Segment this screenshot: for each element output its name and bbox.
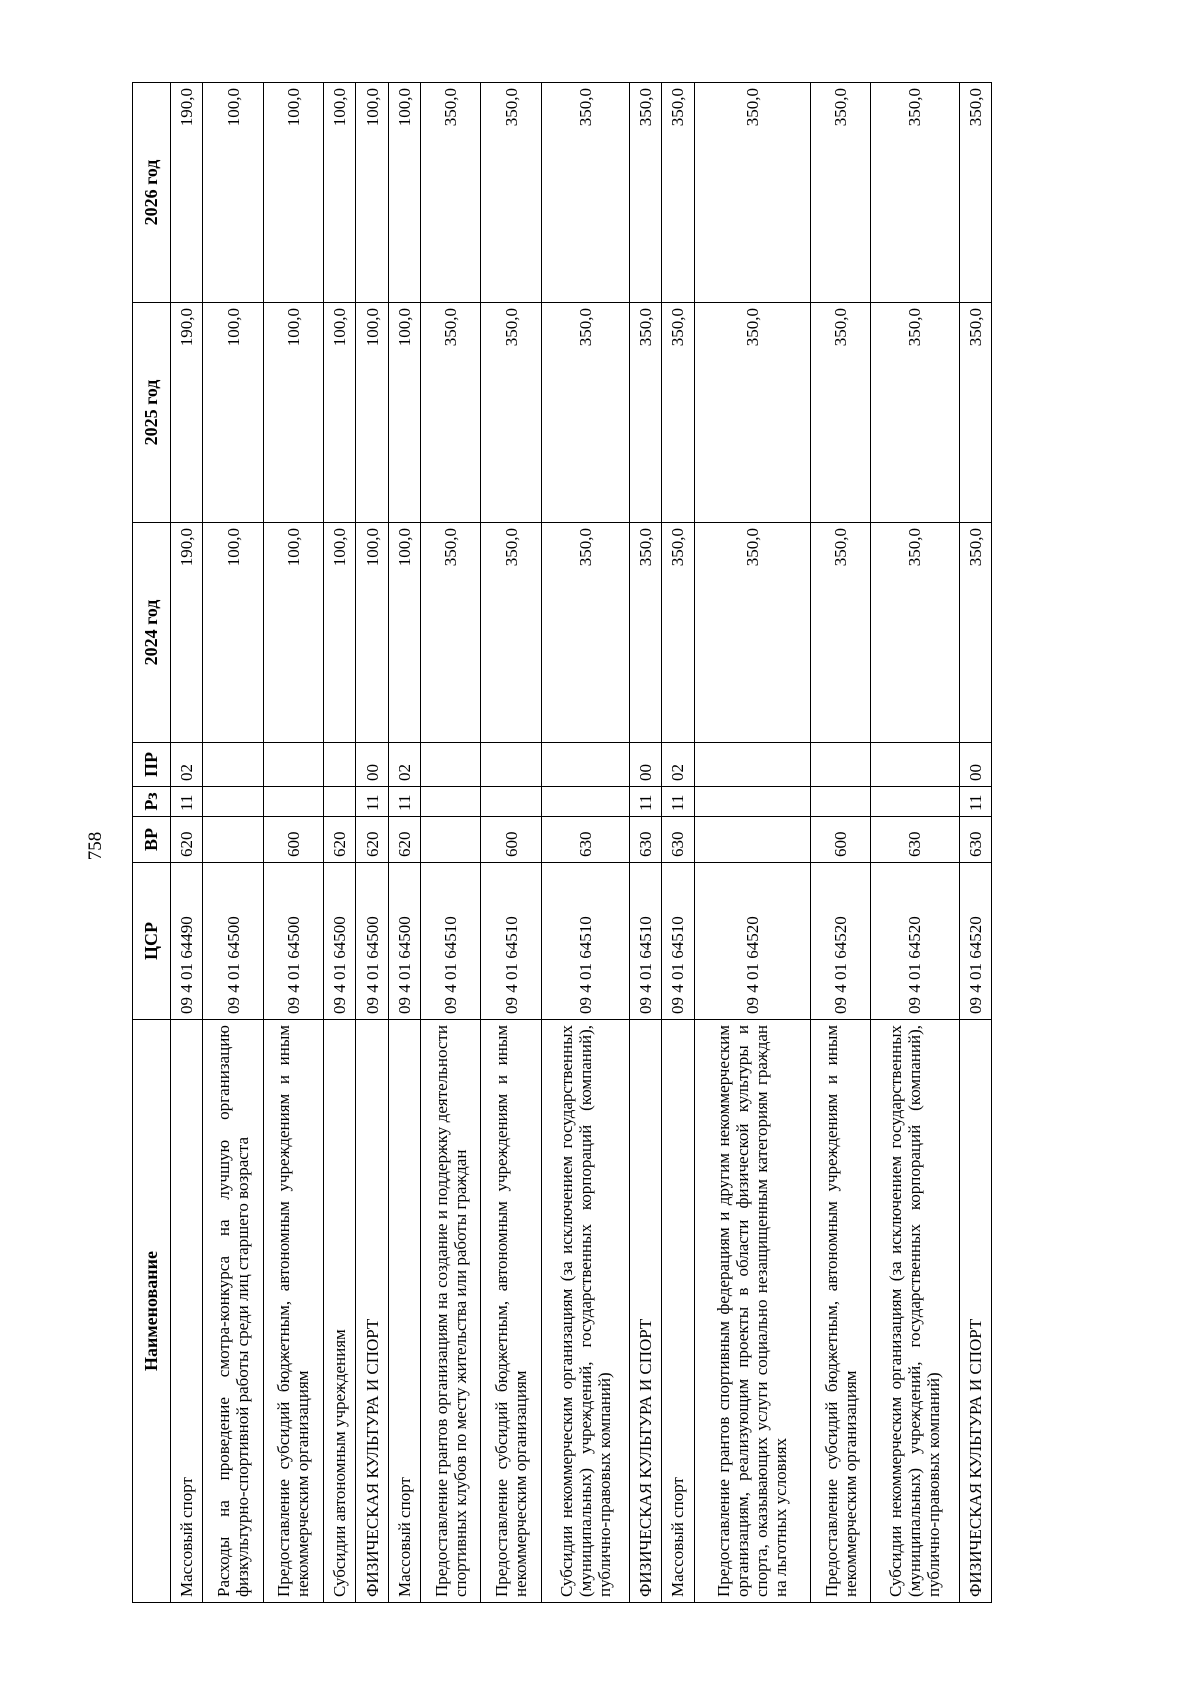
cell-2024: 190,0	[171, 523, 203, 743]
cell-rz: 11	[629, 787, 661, 817]
cell-2025: 350,0	[810, 303, 870, 523]
cell-pr: 02	[662, 743, 694, 787]
cell-name: Массовый спорт	[388, 1020, 420, 1603]
cell-2026: 350,0	[694, 83, 810, 303]
cell-2026: 100,0	[203, 83, 263, 303]
table-row	[171, 83, 203, 1603]
cell-2026: 190,0	[171, 83, 203, 303]
cell-2025: 350,0	[694, 303, 810, 523]
cell-2024: 350,0	[629, 523, 661, 743]
cell-name: Субсидии некоммерческим организациям (за исключением государственных (муниципальных) учреждений, государственных корпораций (компаний), публично-правовых компаний)	[541, 1020, 629, 1603]
header-pr: ПР	[133, 743, 171, 787]
cell-2025: 350,0	[481, 303, 541, 523]
cell-csr: 09 4 01 64510	[629, 863, 661, 1020]
cell-csr: 09 4 01 64490	[171, 863, 203, 1020]
cell-2026: 100,0	[323, 83, 355, 303]
cell-2024: 100,0	[323, 523, 355, 743]
cell-2026: 350,0	[421, 83, 481, 303]
cell-vr	[694, 817, 810, 863]
cell-name: Расходы на проведение смотра-конкурса на лучшую организацию физкультурно-спортивной работы среди лиц старшего возраста	[203, 1020, 263, 1603]
table-row	[263, 83, 323, 1603]
table-row	[421, 83, 481, 1603]
table-body	[171, 83, 992, 1603]
cell-rz	[263, 787, 323, 817]
cell-vr: 630	[959, 817, 991, 863]
cell-rz: 11	[662, 787, 694, 817]
cell-rz	[541, 787, 629, 817]
table-row	[203, 83, 263, 1603]
budget-table-container	[132, 83, 992, 1603]
table-row	[694, 83, 810, 1603]
cell-pr	[481, 743, 541, 787]
cell-pr	[871, 743, 959, 787]
cell-rz	[323, 787, 355, 817]
cell-2024: 350,0	[694, 523, 810, 743]
cell-2024: 100,0	[356, 523, 388, 743]
header-csr: ЦСР	[133, 863, 171, 1020]
cell-csr: 09 4 01 64500	[323, 863, 355, 1020]
cell-name: Субсидии некоммерческим организациям (за исключением государственных (муниципальных) учреждений, государственных корпораций (компаний), публично-правовых компаний)	[871, 1020, 959, 1603]
cell-name: Предоставление субсидий бюджетным, автономным учреждениям и иным некоммерческим организациям	[481, 1020, 541, 1603]
cell-vr: 630	[662, 817, 694, 863]
cell-2026: 100,0	[388, 83, 420, 303]
cell-name: Предоставление грантов спортивным федерациям и другим некоммерческим организациям, реализующим проекты в области физической культуры и спорта, оказывающих услуги социально незащищенным категориям граждан на льготных условиях	[694, 1020, 810, 1603]
cell-2024: 350,0	[481, 523, 541, 743]
table-row	[541, 83, 629, 1603]
cell-2024: 350,0	[541, 523, 629, 743]
cell-name: ФИЗИЧЕСКАЯ КУЛЬТУРА И СПОРТ	[629, 1020, 661, 1603]
cell-csr: 09 4 01 64500	[263, 863, 323, 1020]
cell-csr: 09 4 01 64520	[810, 863, 870, 1020]
cell-2024: 100,0	[203, 523, 263, 743]
header-2024: 2024 год	[133, 523, 171, 743]
cell-2026: 350,0	[810, 83, 870, 303]
cell-name: Массовый спорт	[662, 1020, 694, 1603]
cell-2024: 350,0	[959, 523, 991, 743]
table-row	[356, 83, 388, 1603]
cell-csr: 09 4 01 64500	[356, 863, 388, 1020]
cell-vr: 620	[356, 817, 388, 863]
cell-vr	[203, 817, 263, 863]
cell-rz	[871, 787, 959, 817]
table-row	[810, 83, 870, 1603]
cell-vr: 600	[810, 817, 870, 863]
cell-pr	[541, 743, 629, 787]
table-row	[323, 83, 355, 1603]
cell-2026: 350,0	[871, 83, 959, 303]
cell-2025: 190,0	[171, 303, 203, 523]
cell-name: Предоставление грантов организациям на создание и поддержку деятельности спортивных клубов по месту жительства или работы граждан	[421, 1020, 481, 1603]
cell-2025: 100,0	[323, 303, 355, 523]
cell-csr: 09 4 01 64520	[871, 863, 959, 1020]
cell-name: Субсидии автономным учреждениям	[323, 1020, 355, 1603]
cell-2025: 100,0	[203, 303, 263, 523]
cell-2024: 350,0	[421, 523, 481, 743]
cell-rz: 11	[356, 787, 388, 817]
cell-csr: 09 4 01 64510	[421, 863, 481, 1020]
cell-pr: 00	[356, 743, 388, 787]
cell-pr	[810, 743, 870, 787]
cell-name: ФИЗИЧЕСКАЯ КУЛЬТУРА И СПОРТ	[959, 1020, 991, 1603]
cell-name: Массовый спорт	[171, 1020, 203, 1603]
cell-2026: 100,0	[356, 83, 388, 303]
table-row	[481, 83, 541, 1603]
cell-2026: 350,0	[481, 83, 541, 303]
cell-pr	[263, 743, 323, 787]
cell-2026: 350,0	[959, 83, 991, 303]
cell-name: ФИЗИЧЕСКАЯ КУЛЬТУРА И СПОРТ	[356, 1020, 388, 1603]
header-name: Наименование	[133, 1020, 171, 1603]
cell-rz: 11	[959, 787, 991, 817]
cell-2026: 350,0	[541, 83, 629, 303]
cell-pr: 00	[959, 743, 991, 787]
cell-pr: 02	[388, 743, 420, 787]
cell-2026: 100,0	[263, 83, 323, 303]
cell-csr: 09 4 01 64500	[388, 863, 420, 1020]
cell-rz	[481, 787, 541, 817]
cell-2026: 350,0	[662, 83, 694, 303]
header-2026: 2026 год	[133, 83, 171, 303]
table-header-row	[133, 83, 171, 1603]
cell-2025: 350,0	[541, 303, 629, 523]
cell-2025: 350,0	[662, 303, 694, 523]
cell-2025: 100,0	[356, 303, 388, 523]
cell-2024: 100,0	[388, 523, 420, 743]
cell-pr	[203, 743, 263, 787]
cell-csr: 09 4 01 64520	[694, 863, 810, 1020]
cell-vr	[421, 817, 481, 863]
header-rz: Рз	[133, 787, 171, 817]
cell-csr: 09 4 01 64510	[481, 863, 541, 1020]
cell-rz	[421, 787, 481, 817]
cell-2024: 100,0	[263, 523, 323, 743]
cell-pr: 02	[171, 743, 203, 787]
cell-2025: 350,0	[629, 303, 661, 523]
cell-2025: 100,0	[388, 303, 420, 523]
cell-2024: 350,0	[871, 523, 959, 743]
header-vr: ВР	[133, 817, 171, 863]
table-row	[388, 83, 420, 1603]
cell-pr	[694, 743, 810, 787]
header-2025: 2025 год	[133, 303, 171, 523]
cell-vr: 630	[871, 817, 959, 863]
table-row	[959, 83, 991, 1603]
cell-csr: 09 4 01 64520	[959, 863, 991, 1020]
cell-name: Предоставление субсидий бюджетным, автономным учреждениям и иным некоммерческим организациям	[263, 1020, 323, 1603]
cell-vr: 600	[481, 817, 541, 863]
cell-pr: 00	[629, 743, 661, 787]
cell-rz	[810, 787, 870, 817]
cell-vr: 620	[323, 817, 355, 863]
table-row	[662, 83, 694, 1603]
cell-pr	[421, 743, 481, 787]
cell-rz: 11	[388, 787, 420, 817]
cell-2025: 350,0	[959, 303, 991, 523]
cell-csr: 09 4 01 64500	[203, 863, 263, 1020]
cell-name: Предоставление субсидий бюджетным, автономным учреждениям и иным некоммерческим организациям	[810, 1020, 870, 1603]
page-number: 758	[85, 831, 106, 861]
table-row	[629, 83, 661, 1603]
cell-2024: 350,0	[810, 523, 870, 743]
budget-table	[132, 82, 992, 1603]
cell-2026: 350,0	[629, 83, 661, 303]
cell-2025: 350,0	[421, 303, 481, 523]
cell-rz	[694, 787, 810, 817]
cell-vr: 630	[541, 817, 629, 863]
table-row	[871, 83, 959, 1603]
cell-2025: 350,0	[871, 303, 959, 523]
cell-2025: 100,0	[263, 303, 323, 523]
cell-csr: 09 4 01 64510	[662, 863, 694, 1020]
cell-vr: 600	[263, 817, 323, 863]
cell-vr: 620	[171, 817, 203, 863]
cell-2024: 350,0	[662, 523, 694, 743]
cell-vr: 630	[629, 817, 661, 863]
cell-rz	[203, 787, 263, 817]
cell-pr	[323, 743, 355, 787]
cell-rz: 11	[171, 787, 203, 817]
cell-vr: 620	[388, 817, 420, 863]
cell-csr: 09 4 01 64510	[541, 863, 629, 1020]
